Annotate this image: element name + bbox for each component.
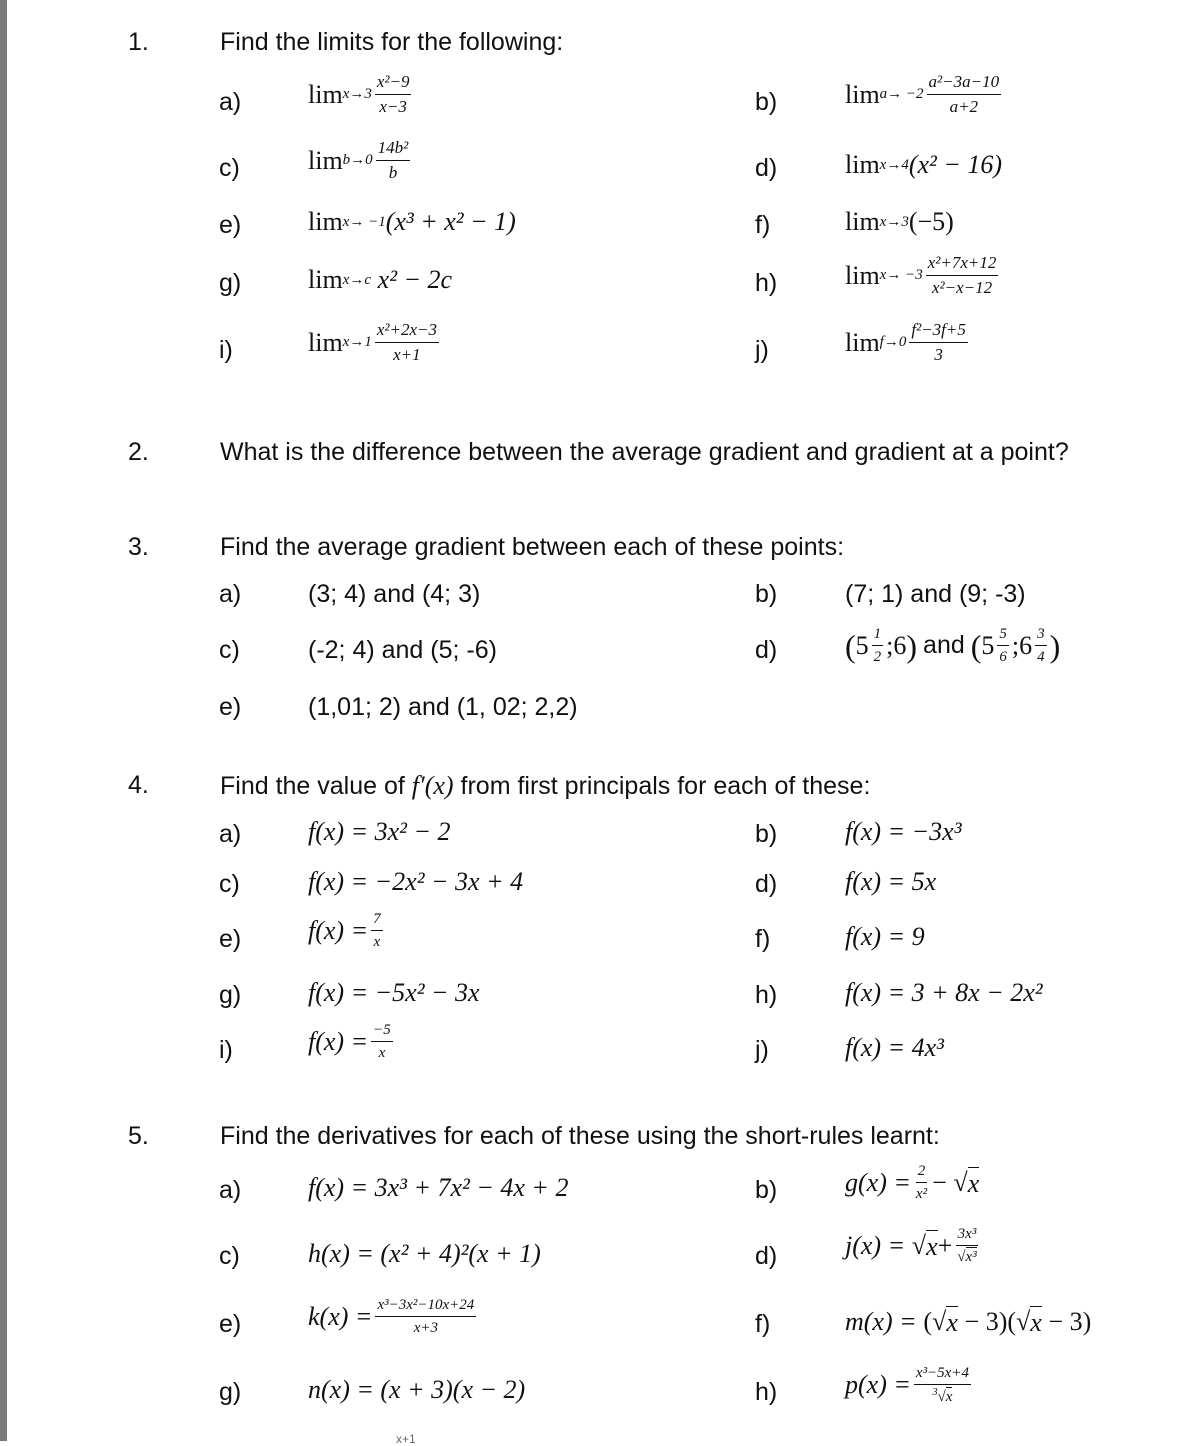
q5-label-a: a) (219, 1176, 242, 1204)
q5-e-function: k(x) = $\frac{\text{x³−3x²−10x+24}}{x+3}$ (308, 1297, 475, 1336)
q1-g-expression: lim x→c x² − 2c (308, 265, 453, 294)
q4-label-a: a) (219, 820, 242, 848)
q4-label-g: g) (219, 981, 242, 1009)
q4-e-function: f(x) = $\frac{7}{x}$ (308, 911, 381, 950)
q1-label-j: j) (755, 336, 769, 364)
q3-label-e: e) (219, 693, 242, 721)
q1-label-h: h) (755, 269, 778, 297)
q5-b-function: g(x) = $\frac{2}{\text{x²}}$ − √ x (845, 1163, 980, 1202)
q5-a-function: f(x) = 3x³ + 7x² − 4x + 2 (308, 1173, 569, 1202)
q4-g-function: f(x) = −5x² − 3x (308, 978, 480, 1007)
q5-label-b: b) (755, 1176, 778, 1204)
q5-label-c: c) (219, 1242, 240, 1270)
q5-h-function: p(x) = $\frac{\text{x³−5x+4}}{^3√x}$ (845, 1365, 969, 1405)
q5-label-f: f) (755, 1310, 771, 1338)
question-4-number: 4. (128, 771, 149, 799)
q1-c-expression: lim b→0 $\frac{\text{14b²}}{b}$ (308, 138, 409, 183)
q5-f-function: m(x) = ( √ x − 3)( √ x − 3) (845, 1307, 1092, 1337)
q1-label-f: f) (755, 211, 771, 239)
q4-c-function: f(x) = −2x² − 3x + 4 (308, 867, 524, 896)
q5-label-d: d) (755, 1242, 778, 1270)
question-1-number: 1. (128, 28, 149, 56)
q4-f-function: f(x) = 9 (845, 922, 925, 951)
question-2-number: 2. (128, 438, 149, 466)
q1-a-expression: lim x→3 $\frac{\text{x²−9}}{x-3}$ (308, 72, 410, 117)
q5-label-g: g) (219, 1378, 242, 1406)
q1-h-expression: lim x→ −3 $\frac{\text{x²+7x+12}}{\text{x²−x−12}}$ (845, 253, 997, 298)
q1-d-expression: lim x→4 (x² − 16) (845, 150, 1003, 179)
question-5-number: 5. (128, 1122, 149, 1150)
q3-a-points: (3; 4) and (4; 3) (308, 580, 481, 608)
q1-e-expression: lim x→ −1 (x³ + x² − 1) (308, 207, 516, 236)
q4-label-d: d) (755, 870, 778, 898)
q4-label-e: e) (219, 925, 242, 953)
q4-b-function: f(x) = −3x³ (845, 817, 962, 846)
q4-label-i: i) (219, 1036, 233, 1064)
q1-label-i: i) (219, 336, 233, 364)
q4-i-function: f(x) = $\frac{-5}{x}$ (308, 1022, 391, 1061)
question-3-text: Find the average gradient between each of these points: (220, 533, 845, 561)
q4-h-function: f(x) = 3 + 8x − 2x² (845, 978, 1043, 1007)
q1-label-b: b) (755, 88, 778, 116)
q1-label-d: d) (755, 154, 778, 182)
q1-i-expression: lim x→1 $\frac{\text{x²+2x−3}}{x+1}$ (308, 320, 437, 365)
q4-label-c: c) (219, 870, 240, 898)
q1-label-g: g) (219, 269, 242, 297)
q1-b-expression: lim a→ −2 $\frac{\text{a²−3a−10}}{a+2}$ (845, 72, 1000, 117)
q3-d-points: ( 5 $\frac{1}{2}$ ; 6 ) and ( 5 $\frac{5}{6}$ ; 6 $\frac{3}{4}$ ) (845, 626, 1061, 665)
q5-label-h: h) (755, 1378, 778, 1406)
q5-label-e: e) (219, 1310, 242, 1338)
q3-e-points: (1,01; 2) and (1, 02; 2,2) (308, 693, 578, 721)
q1-f-expression: lim x→3 (−5) (845, 207, 954, 236)
q3-label-c: c) (219, 636, 240, 664)
q5-d-function: j(x) = √ x + $\frac{\text{3x³}}{\text{√x³}}$ (845, 1226, 977, 1265)
q3-label-d: d) (755, 636, 778, 664)
question-1-text: Find the limits for the following: (220, 28, 564, 56)
q3-b-points: (7; 1) and (9; -3) (845, 580, 1026, 608)
q3-c-points: (-2; 4) and (5; -6) (308, 636, 497, 664)
q5-g-function: n(x) = (x + 3)(x − 2) (308, 1375, 526, 1404)
q4-a-function: f(x) = 3x² − 2 (308, 817, 451, 846)
question-4-text: Find the value of f′(x) from first principals for each of these: (220, 771, 871, 800)
q1-label-e: e) (219, 211, 242, 239)
q1-label-a: a) (219, 88, 242, 116)
cut-off-text: x+1 (396, 1432, 416, 1446)
q4-label-h: h) (755, 981, 778, 1009)
question-5-text: Find the derivatives for each of these using the short-rules learnt: (220, 1122, 940, 1150)
q1-j-expression: lim f→0 $\frac{\text{f²−3f+5}}{3}$ (845, 320, 966, 365)
q3-label-b: b) (755, 580, 778, 608)
question-3-number: 3. (128, 533, 149, 561)
q5-c-function: h(x) = (x² + 4)²(x + 1) (308, 1239, 541, 1268)
q4-label-b: b) (755, 820, 778, 848)
question-2-text: What is the difference between the average gradient and gradient at a point? (220, 438, 1069, 466)
q4-j-function: f(x) = 4x³ (845, 1033, 944, 1062)
q3-label-a: a) (219, 580, 242, 608)
q4-label-f: f) (755, 925, 771, 953)
q4-label-j: j) (755, 1036, 769, 1064)
q1-label-c: c) (219, 154, 240, 182)
q4-d-function: f(x) = 5x (845, 867, 937, 896)
